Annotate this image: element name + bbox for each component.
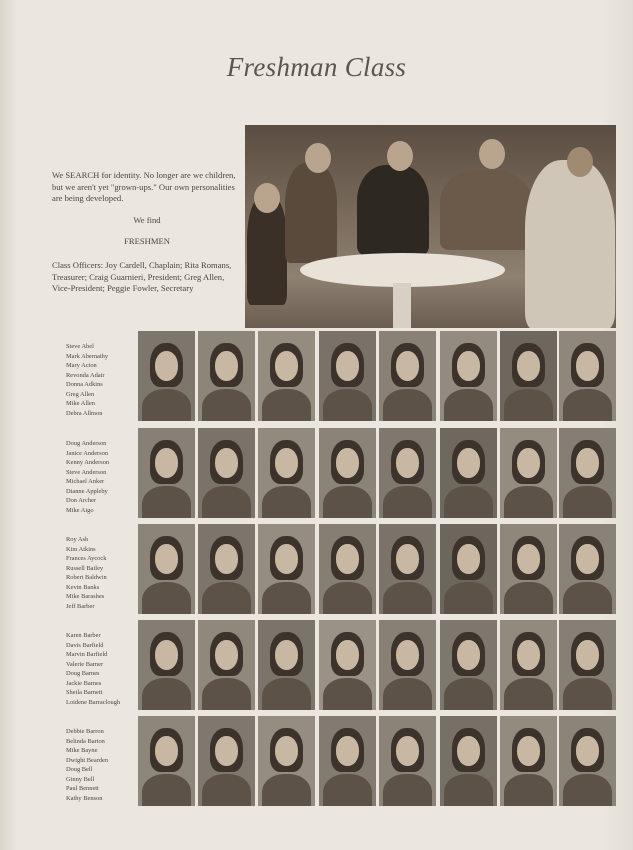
portrait-body [383,582,432,614]
student-name: Debra Allmon [66,409,103,417]
portrait-body [444,389,493,421]
portrait-body [504,678,553,710]
portrait-body [504,582,553,614]
student-portrait [198,524,255,614]
student-name: Karen Barber [66,632,101,639]
portrait-face [215,544,238,574]
student-name: Mike Barashes [66,593,105,600]
student-name: Davis Barfield [66,641,104,649]
portrait-face [517,448,540,478]
portrait-body [202,582,251,614]
student-name: Valerie Barner [66,660,104,668]
portrait-row [138,524,616,614]
student-portrait [258,620,315,710]
portrait-body [444,678,493,710]
student-portrait [440,716,497,806]
student-portrait [198,331,255,421]
student-name: Revonda Adair [66,371,105,379]
portrait-face [275,640,298,670]
student-name: Janice Anderson [66,449,109,457]
student-name: Doug Bell [66,766,93,773]
student-name: Sheila Barnett [66,689,103,696]
student-portrait [379,620,436,710]
portrait-body [563,486,612,518]
student-name: Dianne Appleby [66,487,108,495]
student-name: Jeff Barber [66,602,95,610]
portrait-face [396,351,419,381]
portrait-face [517,544,540,574]
portrait-body [262,774,311,806]
portrait-body [383,389,432,421]
portrait-face [576,640,599,670]
portrait-face [457,448,480,478]
portrait-body [142,678,191,710]
portrait-face [517,736,540,766]
class-officers: Class Officers: Joy Cardell, Chaplain; Rita Romans, Treasurer; Craig Guarnieri, President; Greg Allen, Vice-President; Peggie Fowler, Secretary [52,259,232,294]
student-portrait [258,524,315,614]
student-portrait [559,716,616,806]
intro-paragraph: We SEARCH for identity. No longer are we children, but we aren't yet "grown-ups." Our own personalities are being developed. [52,170,236,204]
student-portrait [319,620,376,710]
student-portrait [559,331,616,421]
person-figure [440,170,532,250]
portrait-body [323,389,372,421]
person-head [479,139,505,169]
student-portrait [559,620,616,710]
portrait-face [517,640,540,670]
portrait-face [576,448,599,478]
portrait-body [142,774,191,806]
person-head [254,183,280,213]
page-title: Freshman Class [226,52,407,82]
student-portrait [198,620,255,710]
portrait-face [336,351,359,381]
we-find-text: We find [133,214,161,225]
portrait-face [336,736,359,766]
coffee-table [300,253,505,287]
portrait-face [215,736,238,766]
portrait-body [444,486,493,518]
intro-text [52,170,242,295]
portrait-face [275,448,298,478]
portrait-row [138,620,616,710]
portrait-row [138,331,616,421]
portrait-face [396,448,419,478]
student-name: Michael Anker [66,478,105,485]
portrait-body [262,678,311,710]
portrait-face [275,544,298,574]
portrait-body [563,678,612,710]
names-list [66,727,138,803]
portrait-body [563,774,612,806]
student-portrait [559,428,616,518]
student-portrait [138,620,195,710]
student-portrait [138,428,195,518]
portrait-body [262,582,311,614]
student-portrait [500,428,557,518]
table-base [393,283,411,328]
person-figure [357,165,429,255]
portrait-body [202,389,251,421]
person-figure [285,163,337,263]
student-portrait [198,716,255,806]
student-portrait [138,331,195,421]
person-head [305,143,331,173]
student-portrait [138,524,195,614]
student-name: Marvin Barfield [66,651,108,658]
portrait-face [155,351,178,381]
student-portrait [198,428,255,518]
student-portrait [440,428,497,518]
portrait-body [202,774,251,806]
portrait-face [517,351,540,381]
student-portrait [258,716,315,806]
portrait-body [563,389,612,421]
portrait-body [504,774,553,806]
student-portrait [319,524,376,614]
portrait-body [323,582,372,614]
names-list [66,535,138,611]
portrait-row [138,428,616,518]
portrait-face [275,736,298,766]
portrait-face [457,351,480,381]
student-name: Kim Atkins [66,545,96,553]
portrait-face [576,736,599,766]
portrait-body [444,774,493,806]
student-portrait [258,331,315,421]
portrait-body [383,774,432,806]
portrait-body [142,582,191,614]
student-name: Belinda Barton [66,737,105,745]
portrait-face [215,448,238,478]
portrait-body [202,486,251,518]
portrait-body [142,486,191,518]
student-portrait [440,524,497,614]
student-portrait [379,716,436,806]
student-name: Mary Acton [66,362,97,369]
portrait-body [262,486,311,518]
student-portrait [559,524,616,614]
student-portrait [440,620,497,710]
person-figure [525,160,615,328]
student-name: Loidene Barraclough [66,698,121,706]
student-name: Kenny Anderson [66,459,110,466]
student-name: Mike Aigo [66,506,94,514]
student-name: Greg Allen [66,390,95,398]
portrait-face [457,640,480,670]
student-portrait [379,524,436,614]
portrait-body [383,486,432,518]
student-name: Don Archer [66,497,96,504]
student-name: Paul Bennett [66,785,99,792]
portrait-body [563,582,612,614]
student-name: Russell Bailey [66,564,104,572]
student-name: Debbie Barron [66,728,104,735]
student-name: Doug Anderson [66,440,107,447]
names-list [66,342,138,418]
student-name: Mike Allen [66,400,95,407]
person-head [567,147,593,177]
student-portrait [379,331,436,421]
portrait-face [336,640,359,670]
portrait-face [155,640,178,670]
portrait-face [576,544,599,574]
portrait-body [323,774,372,806]
portrait-body [262,389,311,421]
portrait-body [444,582,493,614]
portrait-body [323,678,372,710]
student-name: Kathy Benson [66,794,103,802]
student-portrait [258,428,315,518]
student-name: Mark Abernathy [66,352,109,360]
portrait-face [576,351,599,381]
student-name: Steve Anderson [66,468,107,476]
student-name: Donna Adkins [66,381,103,388]
portrait-face [396,640,419,670]
portrait-face [275,351,298,381]
student-name: Kevin Banks [66,583,100,591]
student-portrait [319,716,376,806]
portrait-face [215,351,238,381]
student-portrait [319,428,376,518]
portrait-row [138,716,616,806]
portrait-body [202,678,251,710]
portrait-face [215,640,238,670]
student-name: Steve Abel [66,343,94,350]
names-list [66,631,138,707]
student-portrait [500,524,557,614]
portrait-body [504,486,553,518]
names-list [66,439,138,515]
student-name: Robert Baldwin [66,574,107,581]
student-name: Ginny Bell [66,775,95,783]
student-portrait [500,620,557,710]
portrait-face [155,448,178,478]
student-portrait [440,331,497,421]
portrait-face [457,736,480,766]
portrait-face [396,544,419,574]
student-portrait [138,716,195,806]
student-name: Doug Barnes [66,670,100,677]
portrait-face [457,544,480,574]
student-name: Jackie Barnes [66,679,102,687]
portrait-body [383,678,432,710]
group-photo [245,125,616,328]
freshmen-heading: FRESHMEN [124,236,170,247]
student-name: Mike Bayne [66,747,98,754]
student-portrait [379,428,436,518]
student-name: Frances Aycock [66,555,107,562]
portrait-face [396,736,419,766]
portrait-face [155,544,178,574]
portrait-body [142,389,191,421]
portrait-face [155,736,178,766]
portrait-face [336,448,359,478]
student-name: Roy Ash [66,536,89,543]
student-portrait [500,716,557,806]
person-head [387,141,413,171]
student-portrait [500,331,557,421]
portrait-body [504,389,553,421]
portrait-body [323,486,372,518]
student-name: Dwight Bearden [66,756,109,764]
portrait-face [336,544,359,574]
student-portrait [319,331,376,421]
